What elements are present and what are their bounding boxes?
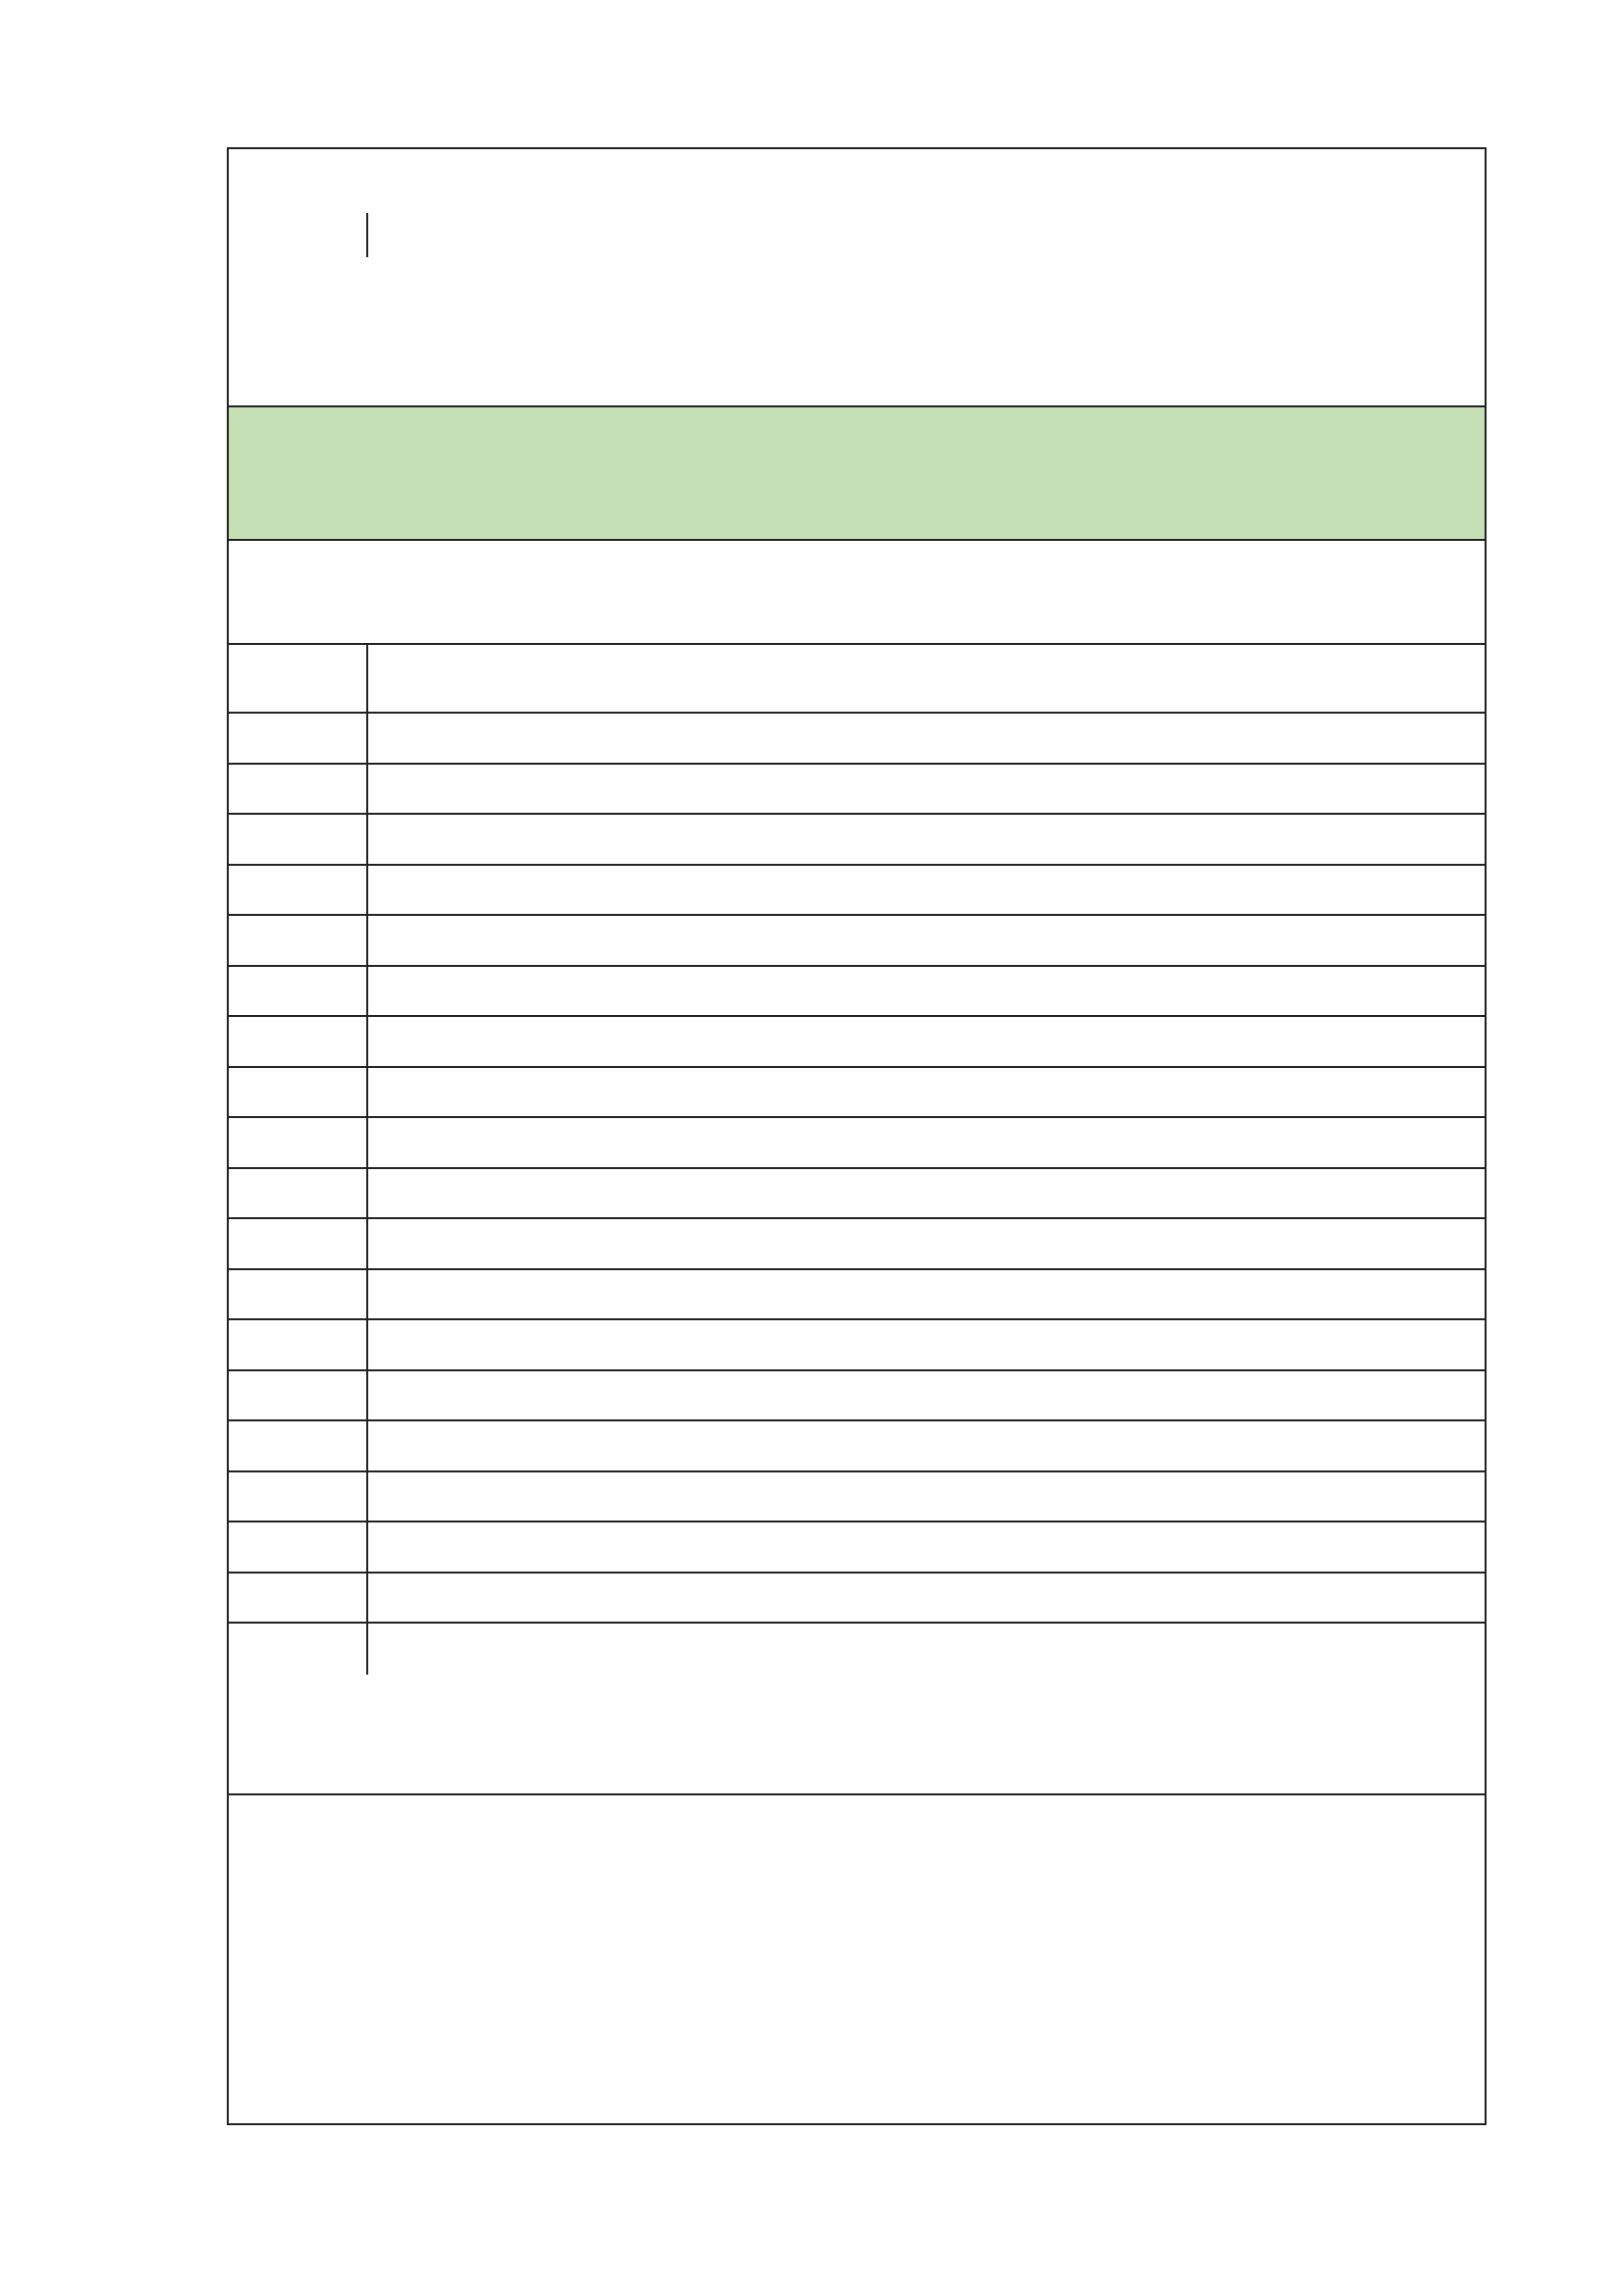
serial-number-cell bbox=[229, 1270, 368, 1319]
organization-name-cell bbox=[380, 1017, 1485, 1066]
serial-number-cell bbox=[229, 1624, 368, 1675]
serial-number-cell bbox=[229, 1522, 368, 1572]
serial-number-cell bbox=[229, 645, 368, 712]
organization-name-cell bbox=[380, 967, 1485, 1016]
organization-name-cell bbox=[380, 714, 1485, 763]
table-row bbox=[229, 1270, 1485, 1321]
serial-number-cell bbox=[229, 1421, 368, 1470]
table-row bbox=[229, 815, 1485, 866]
organization-name-cell bbox=[380, 916, 1485, 965]
section-heading-level-1 bbox=[229, 541, 1485, 645]
table-row bbox=[229, 866, 1485, 917]
serial-number-cell bbox=[229, 765, 368, 814]
serial-number-cell bbox=[229, 1574, 368, 1623]
serial-number-cell bbox=[229, 866, 368, 915]
organization-name-cell bbox=[380, 1219, 1485, 1268]
section-heading-level-2 bbox=[229, 1674, 1485, 1795]
table-row bbox=[229, 1017, 1485, 1068]
table-row bbox=[229, 1472, 1485, 1523]
organization-name-cell bbox=[380, 1270, 1485, 1319]
member-roster-document bbox=[227, 147, 1487, 2125]
organization-name-cell bbox=[380, 765, 1485, 814]
table-row bbox=[229, 1574, 1485, 1625]
serial-number-cell bbox=[229, 1320, 368, 1369]
table-header-row bbox=[229, 213, 1485, 257]
organization-name-cell bbox=[380, 815, 1485, 864]
serial-number-cell bbox=[229, 1219, 368, 1268]
title-block bbox=[229, 149, 1485, 407]
table-row bbox=[229, 1068, 1485, 1119]
serial-number-cell bbox=[229, 714, 368, 763]
organization-name-cell bbox=[380, 1118, 1485, 1167]
organization-name-cell bbox=[380, 1371, 1485, 1420]
table-row bbox=[229, 967, 1485, 1018]
serial-number-cell bbox=[229, 1118, 368, 1167]
table-row bbox=[229, 1320, 1485, 1371]
table-row bbox=[229, 1522, 1485, 1574]
serial-number-cell bbox=[229, 815, 368, 864]
table-row bbox=[229, 714, 1485, 765]
serial-number-cell bbox=[229, 1017, 368, 1066]
table-row bbox=[229, 1169, 1485, 1220]
serial-number-cell bbox=[229, 1472, 368, 1522]
organization-name-cell bbox=[380, 1169, 1485, 1218]
serial-number-cell bbox=[229, 967, 368, 1016]
serial-number-cell bbox=[229, 916, 368, 965]
organization-name-cell bbox=[368, 213, 1485, 257]
table-row bbox=[229, 1219, 1485, 1270]
table-header-row bbox=[229, 645, 1485, 714]
serial-number-cell bbox=[229, 213, 368, 257]
organization-name-cell bbox=[368, 645, 1485, 712]
table-row bbox=[229, 1624, 1485, 1675]
table-row bbox=[229, 1421, 1485, 1472]
organization-name-cell bbox=[380, 1068, 1485, 1117]
organization-name-cell bbox=[380, 1472, 1485, 1522]
table-row bbox=[229, 765, 1485, 816]
serial-number-cell bbox=[229, 1371, 368, 1420]
organization-name-cell bbox=[380, 866, 1485, 915]
organization-name-cell bbox=[380, 1421, 1485, 1470]
organization-name-cell bbox=[380, 1522, 1485, 1572]
serial-number-cell bbox=[229, 1068, 368, 1117]
table-row bbox=[229, 1371, 1485, 1422]
organization-name-cell bbox=[380, 1320, 1485, 1369]
table-row bbox=[229, 916, 1485, 967]
registered-members-banner bbox=[229, 407, 1485, 541]
table-row bbox=[229, 1118, 1485, 1169]
organization-name-cell bbox=[380, 1574, 1485, 1623]
organization-name-cell bbox=[380, 1624, 1485, 1675]
serial-number-cell bbox=[229, 1169, 368, 1218]
